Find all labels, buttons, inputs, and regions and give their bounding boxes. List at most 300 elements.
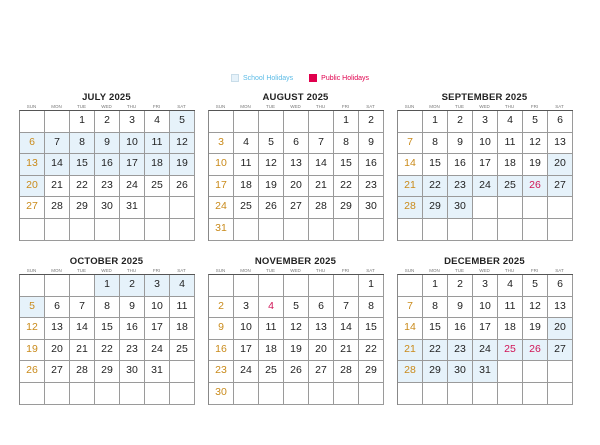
- day-cell: 20: [284, 176, 309, 198]
- weekday-label: MON: [429, 104, 440, 109]
- month-title: JULY 2025: [82, 92, 131, 103]
- day-cell: 8: [423, 297, 448, 319]
- month-title: AUGUST 2025: [262, 92, 329, 103]
- empty-day-cell: [309, 383, 334, 405]
- empty-day-cell: [95, 219, 120, 241]
- legend-school-label: School Holidays: [242, 74, 294, 82]
- day-cell: 31: [145, 361, 170, 383]
- day-cell: 24: [473, 176, 498, 198]
- empty-day-cell: [259, 111, 284, 133]
- day-cell: 17: [473, 154, 498, 176]
- day-cell: 5: [523, 111, 548, 133]
- day-cell: 5: [170, 111, 195, 133]
- weekday-label: THU: [504, 104, 515, 109]
- empty-day-cell: [498, 197, 523, 219]
- empty-day-cell: [70, 275, 95, 297]
- weekday-label: SUN: [26, 268, 37, 273]
- empty-day-cell: [523, 383, 548, 405]
- weekday-label: TUE: [77, 104, 86, 109]
- day-cell: 24: [145, 340, 170, 362]
- empty-day-cell: [209, 111, 234, 133]
- weekday-label: TUE: [266, 268, 275, 273]
- empty-day-cell: [70, 219, 95, 241]
- day-cell: 7: [398, 297, 423, 319]
- day-cell: 13: [309, 318, 334, 340]
- empty-day-cell: [170, 383, 195, 405]
- day-cell: 15: [70, 154, 95, 176]
- day-cell: 2: [448, 111, 473, 133]
- day-cell: 7: [45, 133, 70, 155]
- weekday-label: THU: [315, 104, 326, 109]
- empty-day-cell: [359, 383, 384, 405]
- day-cell: 20: [548, 318, 573, 340]
- day-cell: 10: [120, 133, 145, 155]
- weekday-label: MON: [240, 104, 251, 109]
- day-cell: 27: [548, 340, 573, 362]
- empty-day-cell: [20, 111, 45, 133]
- empty-day-cell: [95, 383, 120, 405]
- empty-day-cell: [120, 219, 145, 241]
- day-cell: 19: [259, 176, 284, 198]
- day-cell: 11: [498, 133, 523, 155]
- day-cell: 1: [95, 275, 120, 297]
- day-cell: 29: [334, 197, 359, 219]
- weekday-header: [208, 104, 383, 110]
- weekday-header: [19, 268, 194, 274]
- day-cell: 25: [234, 197, 259, 219]
- day-cell: 11: [498, 297, 523, 319]
- day-cell: 9: [359, 133, 384, 155]
- empty-day-cell: [145, 197, 170, 219]
- day-cell: 29: [70, 197, 95, 219]
- day-cell: 16: [359, 154, 384, 176]
- day-cell: 12: [20, 318, 45, 340]
- empty-day-cell: [45, 383, 70, 405]
- day-cell: 19: [20, 340, 45, 362]
- day-cell: 26: [523, 176, 548, 198]
- day-cell: 21: [334, 340, 359, 362]
- day-cell: 15: [359, 318, 384, 340]
- empty-day-cell: [170, 361, 195, 383]
- day-cell: 28: [309, 197, 334, 219]
- day-cell: 19: [170, 154, 195, 176]
- month-title: NOVEMBER 2025: [254, 256, 337, 267]
- empty-day-cell: [473, 197, 498, 219]
- day-cell: 19: [523, 154, 548, 176]
- day-cell: 20: [548, 154, 573, 176]
- day-cell: 8: [334, 133, 359, 155]
- weekday-label: FRI: [530, 104, 539, 109]
- empty-day-cell: [309, 219, 334, 241]
- day-cell: 21: [45, 176, 70, 198]
- legend-public-label: Public Holidays: [321, 74, 370, 82]
- empty-day-cell: [398, 383, 423, 405]
- day-cell: 6: [548, 275, 573, 297]
- day-cell: 23: [120, 340, 145, 362]
- day-cell: 15: [95, 318, 120, 340]
- day-grid: [397, 274, 573, 405]
- day-cell: 7: [70, 297, 95, 319]
- legend: [0, 74, 600, 82]
- weekday-label: SAT: [177, 104, 186, 109]
- day-cell: 14: [70, 318, 95, 340]
- month-title: OCTOBER 2025: [69, 256, 144, 267]
- empty-day-cell: [45, 219, 70, 241]
- day-cell: 9: [209, 318, 234, 340]
- day-cell: 21: [398, 340, 423, 362]
- day-cell: 12: [284, 318, 309, 340]
- day-cell: 17: [473, 318, 498, 340]
- day-cell: 28: [398, 361, 423, 383]
- day-cell: 13: [20, 154, 45, 176]
- day-cell: 15: [423, 318, 448, 340]
- empty-day-cell: [423, 383, 448, 405]
- day-cell: 3: [120, 111, 145, 133]
- weekday-header: [397, 104, 572, 110]
- empty-day-cell: [234, 111, 259, 133]
- day-cell: 22: [95, 340, 120, 362]
- day-cell: 8: [70, 133, 95, 155]
- weekday-label: TUE: [455, 104, 464, 109]
- public-holiday-swatch: [309, 74, 317, 82]
- day-cell: 4: [259, 297, 284, 319]
- weekday-label: SAT: [555, 268, 564, 273]
- day-cell: 3: [473, 111, 498, 133]
- legend-public-holidays: [309, 74, 369, 82]
- weekday-label: SAT: [366, 268, 375, 273]
- empty-day-cell: [259, 383, 284, 405]
- day-cell: 26: [259, 197, 284, 219]
- day-cell: 27: [548, 176, 573, 198]
- day-cell: 8: [95, 297, 120, 319]
- weekday-label: FRI: [152, 104, 161, 109]
- day-cell: 4: [145, 111, 170, 133]
- weekday-label: WED: [290, 268, 301, 273]
- empty-day-cell: [309, 111, 334, 133]
- day-cell: 19: [284, 340, 309, 362]
- day-cell: 2: [359, 111, 384, 133]
- day-cell: 24: [234, 361, 259, 383]
- day-cell: 6: [20, 133, 45, 155]
- day-cell: 3: [234, 297, 259, 319]
- day-cell: 13: [284, 154, 309, 176]
- empty-day-cell: [398, 111, 423, 133]
- day-cell: 6: [309, 297, 334, 319]
- day-cell: 27: [309, 361, 334, 383]
- day-cell: 9: [448, 297, 473, 319]
- day-cell: 16: [120, 318, 145, 340]
- day-cell: 30: [359, 197, 384, 219]
- weekday-label: SUN: [215, 104, 226, 109]
- day-cell: 29: [359, 361, 384, 383]
- empty-day-cell: [45, 275, 70, 297]
- day-cell: 12: [259, 154, 284, 176]
- day-cell: 24: [209, 197, 234, 219]
- day-grid: [19, 274, 195, 405]
- day-grid: [208, 110, 384, 241]
- empty-day-cell: [170, 197, 195, 219]
- empty-day-cell: [548, 361, 573, 383]
- weekday-label: WED: [101, 268, 112, 273]
- weekday-label: MON: [51, 104, 62, 109]
- weekday-label: TUE: [455, 268, 464, 273]
- weekday-label: THU: [315, 268, 326, 273]
- day-cell: 18: [259, 340, 284, 362]
- weekday-label: WED: [479, 268, 490, 273]
- weekday-header: [397, 268, 572, 274]
- day-cell: 20: [45, 340, 70, 362]
- empty-day-cell: [523, 219, 548, 241]
- day-cell: 23: [359, 176, 384, 198]
- weekday-label: SAT: [366, 104, 375, 109]
- month-calendar: [397, 92, 572, 241]
- empty-day-cell: [398, 275, 423, 297]
- empty-day-cell: [398, 219, 423, 241]
- empty-day-cell: [548, 197, 573, 219]
- empty-day-cell: [284, 219, 309, 241]
- empty-day-cell: [523, 361, 548, 383]
- month-title: DECEMBER 2025: [444, 256, 525, 267]
- day-cell: 11: [145, 133, 170, 155]
- day-cell: 29: [423, 197, 448, 219]
- day-cell: 26: [20, 361, 45, 383]
- month-calendar: [208, 92, 383, 241]
- day-cell: 28: [70, 361, 95, 383]
- day-grid: [19, 110, 195, 241]
- day-cell: 28: [45, 197, 70, 219]
- day-cell: 10: [234, 318, 259, 340]
- day-cell: 14: [45, 154, 70, 176]
- day-cell: 1: [70, 111, 95, 133]
- day-cell: 27: [284, 197, 309, 219]
- day-cell: 2: [95, 111, 120, 133]
- day-cell: 11: [170, 297, 195, 319]
- month-calendar: [397, 256, 572, 405]
- weekday-label: WED: [479, 104, 490, 109]
- day-cell: 4: [498, 111, 523, 133]
- day-cell: 15: [334, 154, 359, 176]
- day-cell: 8: [359, 297, 384, 319]
- day-cell: 3: [473, 275, 498, 297]
- day-cell: 14: [334, 318, 359, 340]
- day-cell: 14: [398, 318, 423, 340]
- day-cell: 16: [448, 318, 473, 340]
- day-cell: 18: [170, 318, 195, 340]
- empty-day-cell: [309, 275, 334, 297]
- weekday-label: MON: [240, 268, 251, 273]
- weekday-label: MON: [51, 268, 62, 273]
- empty-day-cell: [359, 219, 384, 241]
- weekday-label: MON: [429, 268, 440, 273]
- day-cell: 7: [334, 297, 359, 319]
- day-cell: 3: [209, 133, 234, 155]
- day-cell: 31: [209, 219, 234, 241]
- weekday-label: SAT: [555, 104, 564, 109]
- empty-day-cell: [234, 275, 259, 297]
- empty-day-cell: [284, 275, 309, 297]
- day-cell: 16: [448, 154, 473, 176]
- day-cell: 25: [498, 340, 523, 362]
- day-cell: 10: [473, 133, 498, 155]
- day-cell: 13: [45, 318, 70, 340]
- empty-day-cell: [20, 383, 45, 405]
- day-cell: 30: [448, 361, 473, 383]
- day-cell: 22: [423, 176, 448, 198]
- empty-day-cell: [548, 219, 573, 241]
- empty-day-cell: [498, 361, 523, 383]
- empty-day-cell: [20, 275, 45, 297]
- empty-day-cell: [70, 383, 95, 405]
- day-cell: 21: [309, 176, 334, 198]
- empty-day-cell: [170, 219, 195, 241]
- day-cell: 22: [423, 340, 448, 362]
- day-cell: 26: [170, 176, 195, 198]
- day-cell: 19: [523, 318, 548, 340]
- day-cell: 24: [473, 340, 498, 362]
- month-calendar: [208, 256, 383, 405]
- day-cell: 3: [145, 275, 170, 297]
- day-cell: 17: [145, 318, 170, 340]
- empty-day-cell: [448, 383, 473, 405]
- day-cell: 18: [145, 154, 170, 176]
- day-cell: 22: [359, 340, 384, 362]
- empty-day-cell: [284, 383, 309, 405]
- day-cell: 16: [209, 340, 234, 362]
- day-cell: 29: [95, 361, 120, 383]
- day-cell: 9: [120, 297, 145, 319]
- day-cell: 25: [145, 176, 170, 198]
- day-cell: 6: [548, 111, 573, 133]
- day-cell: 10: [145, 297, 170, 319]
- day-cell: 29: [423, 361, 448, 383]
- day-cell: 4: [234, 133, 259, 155]
- day-cell: 14: [398, 154, 423, 176]
- empty-day-cell: [259, 275, 284, 297]
- weekday-label: THU: [126, 268, 137, 273]
- day-cell: 5: [259, 133, 284, 155]
- day-cell: 24: [120, 176, 145, 198]
- empty-day-cell: [145, 383, 170, 405]
- day-cell: 12: [170, 133, 195, 155]
- month-calendar: [19, 92, 194, 241]
- day-cell: 1: [359, 275, 384, 297]
- weekday-label: SUN: [404, 104, 415, 109]
- day-cell: 12: [523, 297, 548, 319]
- weekday-label: FRI: [530, 268, 539, 273]
- day-cell: 20: [20, 176, 45, 198]
- day-cell: 2: [120, 275, 145, 297]
- day-cell: 20: [309, 340, 334, 362]
- weekday-label: FRI: [341, 268, 350, 273]
- day-cell: 7: [398, 133, 423, 155]
- empty-day-cell: [120, 383, 145, 405]
- empty-day-cell: [234, 219, 259, 241]
- weekday-label: SAT: [177, 268, 186, 273]
- empty-day-cell: [448, 219, 473, 241]
- day-cell: 13: [548, 133, 573, 155]
- weekday-label: WED: [290, 104, 301, 109]
- day-cell: 23: [209, 361, 234, 383]
- empty-day-cell: [234, 383, 259, 405]
- day-cell: 25: [259, 361, 284, 383]
- empty-day-cell: [334, 275, 359, 297]
- weekday-label: FRI: [341, 104, 350, 109]
- day-cell: 6: [284, 133, 309, 155]
- empty-day-cell: [498, 383, 523, 405]
- weekday-label: FRI: [152, 268, 161, 273]
- empty-day-cell: [45, 111, 70, 133]
- weekday-label: WED: [101, 104, 112, 109]
- weekday-label: TUE: [77, 268, 86, 273]
- day-cell: 25: [170, 340, 195, 362]
- day-cell: 23: [448, 340, 473, 362]
- day-cell: 4: [498, 275, 523, 297]
- day-cell: 18: [498, 318, 523, 340]
- day-cell: 17: [120, 154, 145, 176]
- day-cell: 7: [309, 133, 334, 155]
- day-cell: 1: [334, 111, 359, 133]
- day-cell: 30: [448, 197, 473, 219]
- day-cell: 26: [284, 361, 309, 383]
- empty-day-cell: [284, 111, 309, 133]
- day-cell: 5: [284, 297, 309, 319]
- day-cell: 15: [423, 154, 448, 176]
- empty-day-cell: [209, 275, 234, 297]
- legend-school-holidays: [231, 74, 293, 82]
- empty-day-cell: [259, 219, 284, 241]
- day-cell: 22: [70, 176, 95, 198]
- day-cell: 18: [234, 176, 259, 198]
- day-cell: 6: [45, 297, 70, 319]
- day-cell: 10: [473, 297, 498, 319]
- day-cell: 23: [95, 176, 120, 198]
- day-grid: [208, 274, 384, 405]
- day-cell: 17: [234, 340, 259, 362]
- day-cell: 30: [209, 383, 234, 405]
- day-cell: 2: [448, 275, 473, 297]
- school-holiday-swatch: [231, 74, 239, 82]
- day-cell: 30: [95, 197, 120, 219]
- weekday-label: SUN: [215, 268, 226, 273]
- day-cell: 9: [95, 133, 120, 155]
- day-cell: 31: [120, 197, 145, 219]
- day-cell: 26: [523, 340, 548, 362]
- day-cell: 27: [45, 361, 70, 383]
- empty-day-cell: [548, 383, 573, 405]
- day-cell: 21: [398, 176, 423, 198]
- empty-day-cell: [20, 219, 45, 241]
- day-cell: 5: [523, 275, 548, 297]
- day-cell: 14: [309, 154, 334, 176]
- weekday-label: SUN: [404, 268, 415, 273]
- day-cell: 23: [448, 176, 473, 198]
- month-calendar: [19, 256, 194, 405]
- day-cell: 4: [170, 275, 195, 297]
- day-cell: 25: [498, 176, 523, 198]
- empty-day-cell: [145, 219, 170, 241]
- empty-day-cell: [423, 219, 448, 241]
- day-cell: 11: [234, 154, 259, 176]
- day-cell: 16: [95, 154, 120, 176]
- day-cell: 1: [423, 275, 448, 297]
- day-cell: 22: [334, 176, 359, 198]
- day-cell: 12: [523, 133, 548, 155]
- weekday-label: SUN: [26, 104, 37, 109]
- day-grid: [397, 110, 573, 241]
- day-cell: 18: [498, 154, 523, 176]
- empty-day-cell: [523, 197, 548, 219]
- month-title: SEPTEMBER 2025: [441, 92, 528, 103]
